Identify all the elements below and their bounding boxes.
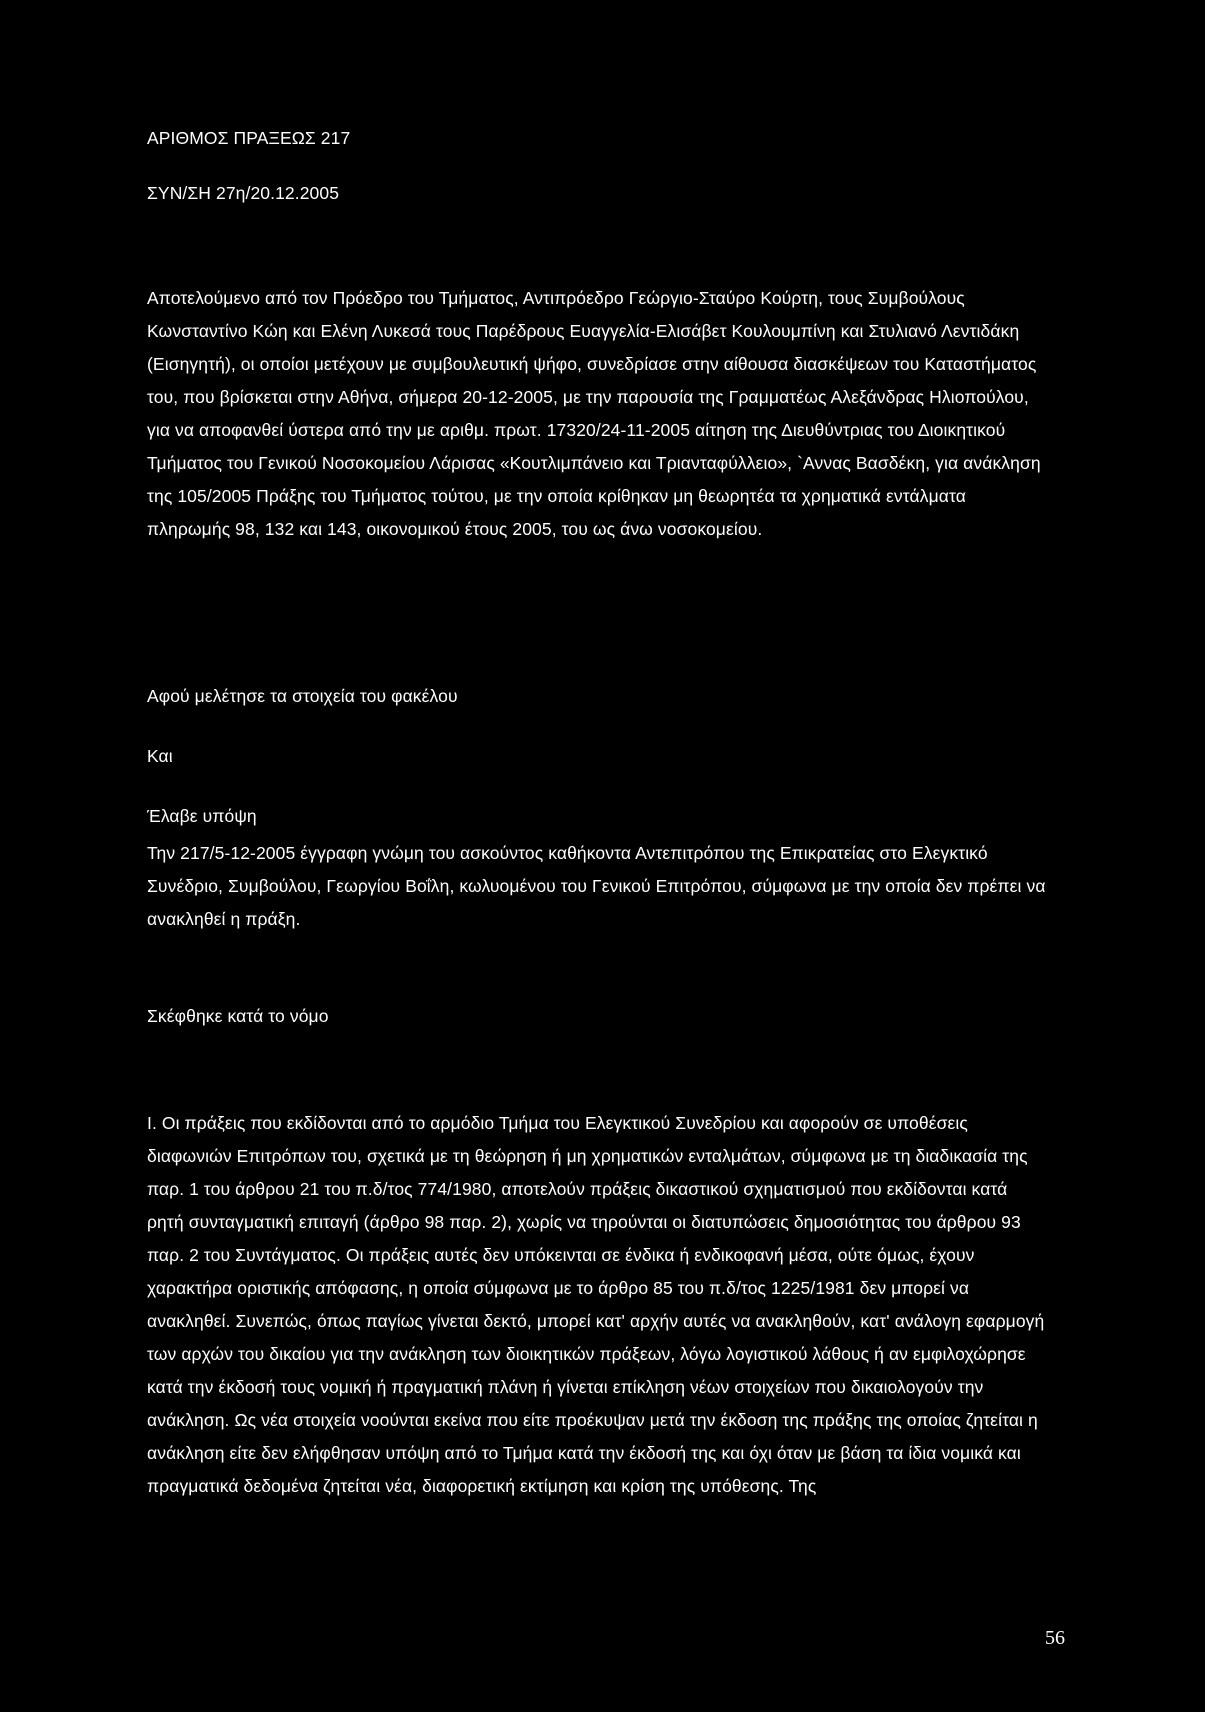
session-date: ΣΥΝ/ΣΗ 27η/20.12.2005 <box>147 183 340 203</box>
page-number: 56 <box>1045 1627 1065 1649</box>
legal-reasoning-paragraph: Ι. Οι πράξεις που εκδίδονται από το αρμόδιο Τμήμα του Ελεγκτικού Συνεδρίου και αφορούν σε υποθέσεις διαφωνιών Επιτρόπων του, σχετικά με τη θεώρηση ή μη χρηματικών ενταλμάτων, σύμφωνα με τη διαδικασία της παρ. 1 του άρθρου 21 του π.δ/τος 774/1980, αποτελούν πράξεις δικαστικού σχηματισμού που εκδίδονται κατά ρητή συνταγματική επιταγή (άρθρο 98 παρ. 2), χωρίς να τηρούνται οι διατυπώσεις δημοσιότητας του άρθρου 93 παρ. 2 του Συντάγματος. Οι πράξεις αυτές δεν υπόκεινται σε ένδικα ή ενδικοφανή μέσα, ούτε όμως, έχουν χαρακτήρα οριστικής απόφασης, η οποία σύμφωνα με το άρθρο 85 του π.δ/τος 1225/1981 δεν μπορεί να ανακληθεί. Συνεπώς, όπως παγίως γίνεται δεκτό, μπορεί κατ' αρχήν αυτές να ανακληθούν, κατ' ανάλογη εφαρμογή των αρχών του δικαίου για την ανάκληση των διοικητικών πράξεων, λόγω λογιστικού λάθους ή αν εμφιλοχώρησε κατά την έκδοσή τους νομική ή πραγματική πλάνη ή γίνεται επίκληση νέων στοιχείων που δικαιολογούν την ανάκληση. Ως νέα στοιχεία νοούνται εκείνα που είτε προέκυψαν μετά την έκδοση της πράξης της οποίας ζητείται η ανάκληση είτε δεν ελήφθησαν υπόψη από το Τμήμα κατά την έκδοσή της και όχι όταν με βάση τα ίδια νομικά και πραγματικά δεδομένα ζητείται νέα, διαφορετική εκτίμηση και κρίση της υπόθεσης. Της <box>147 1113 1045 1496</box>
intro-paragraph: Αποτελούμενο από τον Πρόεδρο του Τμήματος, Αντιπρόεδρο Γεώργιο-Σταύρο Κούρτη, τους Συμβούλους Κωνσταντίνο Κώη και Ελένη Λυκεσά τους Παρέδρους Ευαγγελία-Ελισάβετ Κουλουμπίνη και Στυλιανό Λεντιδάκη (Εισηγητή), οι οποίοι μετέχουν με συμβουλευτική ψήφο, συνεδρίασε στην αίθουσα διασκέψεων του Καταστήματος του, που βρίσκεται στην Αθήνα, σήμερα 20-12-2005, με την παρουσία της Γραμματέως Αλεξάνδρας Ηλιοπούλου, για να αποφανθεί ύστερα από την με αριθμ. πρωτ. 17320/24-11-2005 αίτηση της Διευθύντριας του Διοικητικού Τμήματος του Γενικού Νοσοκομείου Λάρισας «Κουτλιμπάνειο και Τριανταφύλλειο», `Αννας Βασδέκη, για ανάκληση της 105/2005 Πράξης του Τμήματος τούτου, με την οποία κρίθηκαν μη θεωρητέα τα χρηματικά εντάλματα πληρωμής 98, 132 και 143, οικονομικού έτους 2005, του ως άνω νοσοκομείου. <box>147 288 1041 539</box>
studied-file-phrase: Αφού μελέτησε τα στοιχεία του φακέλου <box>147 686 458 706</box>
considered-phrase: Έλαβε υπόψη <box>147 806 257 826</box>
and-phrase: Και <box>147 746 173 766</box>
opinion-paragraph: Την 217/5-12-2005 έγγραφη γνώμη του ασκούντος καθήκοντα Αντεπιτρόπου της Επικρατείας στο Ελεγκτικό Συνέδριο, Συμβούλου, Γεωργίου Βοΐλη, κωλυομένου του Γενικού Επιτρόπου, σύμφωνα με την οποία δεν πρέπει να ανακληθεί η πράξη. <box>147 843 1046 929</box>
act-number: ΑΡΙΘΜΟΣ ΠΡΑΞΕΩΣ 217 <box>147 128 351 148</box>
legal-reasoning-heading: Σκέφθηκε κατά το νόμο <box>147 1006 329 1026</box>
